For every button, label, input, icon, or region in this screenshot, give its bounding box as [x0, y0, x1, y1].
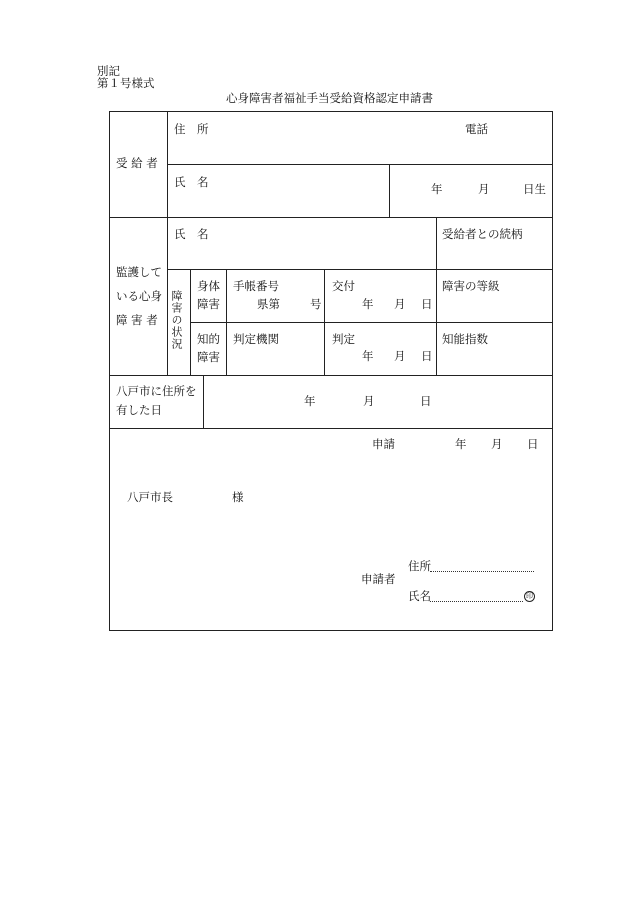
- dob-month-label: 月: [478, 182, 490, 196]
- guardian-label-line-1: 監護して: [116, 265, 162, 279]
- guardian-name-label: 氏 名: [174, 227, 209, 241]
- issued-day-label: 日: [421, 297, 433, 311]
- disability-status-label: 障害の状況: [170, 290, 183, 350]
- recipient-name-label: 氏 名: [174, 175, 209, 189]
- address-label: 住 所: [174, 122, 209, 136]
- residence-month-label: 月: [363, 394, 375, 408]
- notebook-no-label: 号: [310, 297, 322, 311]
- residence-day-label: 日: [420, 394, 432, 408]
- residence-label-line-1: 八戸市に住所を: [116, 384, 197, 398]
- applicant-name-label: 氏名: [408, 589, 431, 603]
- assessment-label: 判定: [332, 332, 355, 346]
- apply-day-label: 日: [527, 437, 539, 451]
- applicant-address-line: [430, 571, 534, 572]
- apply-label: 申請: [372, 437, 395, 451]
- issued-year-label: 年: [362, 297, 374, 311]
- dob-year-label: 年: [431, 182, 443, 196]
- apply-year-label: 年: [455, 437, 467, 451]
- form-number: 第１号様式: [97, 76, 155, 90]
- dob-born-label: 日生: [523, 182, 546, 196]
- appendix-label: 別記: [97, 64, 120, 78]
- assessment-agency-label: 判定機関: [233, 332, 279, 346]
- iq-label: 知能指数: [442, 332, 488, 346]
- intellectual-label-line-2: 障害: [197, 350, 220, 364]
- residence-label-line-2: 有した日: [116, 403, 162, 417]
- applicant-address-label: 住所: [408, 559, 431, 573]
- applicant-label: 申請者: [361, 572, 396, 586]
- issued-month-label: 月: [394, 297, 406, 311]
- seal-mark-icon: 印: [526, 592, 533, 600]
- physical-label-line-2: 障害: [197, 297, 220, 311]
- intellectual-label-line-1: 知的: [197, 332, 220, 346]
- relation-label: 受給者との続柄: [442, 227, 523, 241]
- applicant-name-line: [430, 601, 523, 602]
- issued-label: 交付: [332, 279, 355, 293]
- physical-label-line-1: 身体: [197, 279, 220, 293]
- recipient-section-label: 受 給 者: [116, 156, 158, 170]
- notebook-prefecture-label: 県第: [257, 297, 280, 311]
- honorific-label: 様: [232, 490, 244, 504]
- phone-label: 電話: [465, 122, 488, 136]
- assessment-month-label: 月: [394, 349, 406, 363]
- form-title: 心身障害者福祉手当受給資格認定申請書: [226, 91, 433, 105]
- notebook-number-label: 手帳番号: [233, 279, 279, 293]
- assessment-day-label: 日: [421, 349, 433, 363]
- apply-month-label: 月: [491, 437, 503, 451]
- assessment-year-label: 年: [362, 349, 374, 363]
- disability-grade-label: 障害の等級: [442, 279, 500, 293]
- residence-year-label: 年: [304, 394, 316, 408]
- addressee-label: 八戸市長: [127, 490, 173, 504]
- guardian-label-line-2: いる心身: [116, 289, 162, 303]
- guardian-label-line-3: 障 害 者: [116, 313, 158, 327]
